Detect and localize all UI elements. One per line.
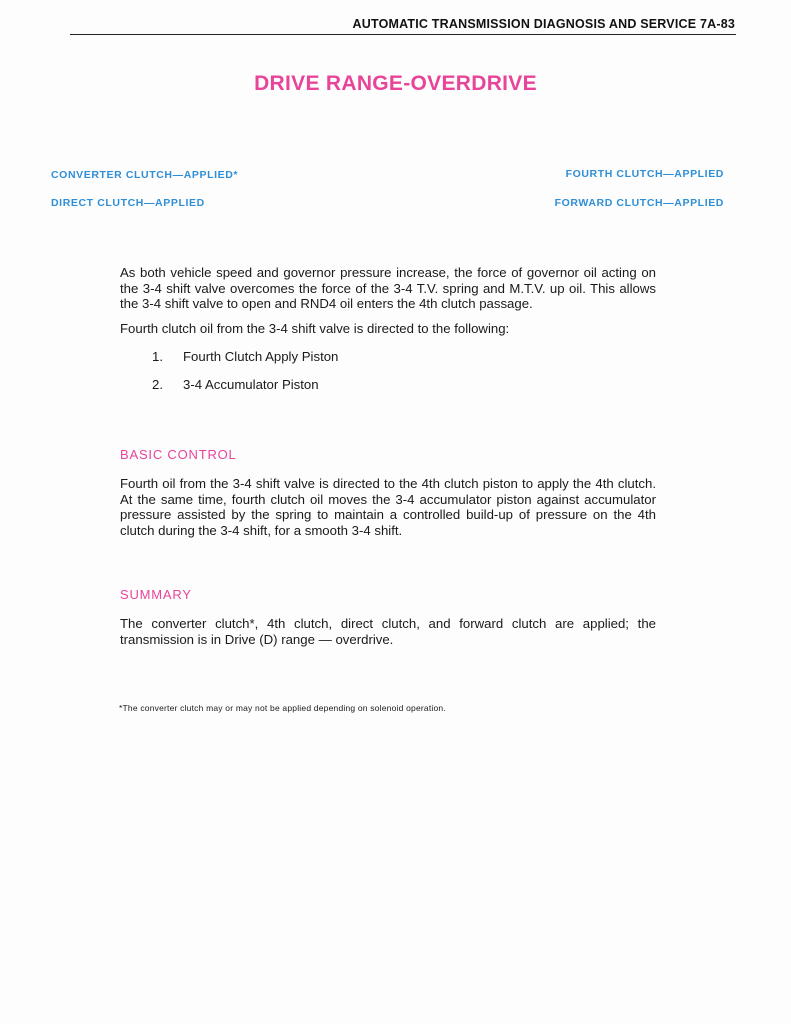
summary-heading: SUMMARY	[120, 587, 192, 602]
intro-list-lead: Fourth clutch oil from the 3-4 shift valve is directed to the following:	[120, 321, 510, 336]
list-item	[152, 349, 338, 364]
list-item-text: Fourth Clutch Apply Piston	[183, 349, 339, 364]
header-rule	[70, 34, 736, 35]
summary-text: The converter clutch*, 4th clutch, direct clutch, and forward clutch are applied; the transmission is in Drive (D) range — overdrive.	[120, 616, 656, 647]
list-item-number: 1.	[152, 349, 163, 364]
list-item-text: 3-4 Accumulator Piston	[183, 377, 319, 392]
status-converter-clutch: CONVERTER CLUTCH—APPLIED*	[51, 169, 239, 181]
intro-paragraph: As both vehicle speed and governor pressure increase, the force of governor oil acting on the 3-4 shift valve overcomes the force of the 3-4 T.V. spring and M.T.V. up oil. This allows the 3-4 shift valve to open and RND4 oil enters the 4th clutch passage.	[120, 265, 656, 311]
status-forward-clutch: FORWARD CLUTCH—APPLIED	[554, 197, 724, 209]
status-direct-clutch: DIRECT CLUTCH—APPLIED	[51, 197, 205, 209]
list-item	[152, 377, 319, 392]
list-item-number: 2.	[152, 377, 163, 392]
basic-control-heading: BASIC CONTROL	[120, 447, 237, 462]
footnote: *The converter clutch may or may not be applied depending on solenoid operation.	[119, 703, 446, 713]
status-fourth-clutch: FOURTH CLUTCH—APPLIED	[565, 168, 724, 180]
running-title: AUTOMATIC TRANSMISSION DIAGNOSIS AND SERVICE 7A-83	[352, 17, 735, 31]
basic-control-text: Fourth oil from the 3-4 shift valve is directed to the 4th clutch piston to apply the 4th clutch. At the same time, fourth clutch oil moves the 3-4 accumulator piston against accumulator pressure assisted by the spring to maintain a controlled build-up of pressure on the 4th clutch during the 3-4 shift, for a smooth 3-4 shift.	[120, 476, 656, 538]
page-title: DRIVE RANGE-OVERDRIVE	[254, 72, 537, 95]
